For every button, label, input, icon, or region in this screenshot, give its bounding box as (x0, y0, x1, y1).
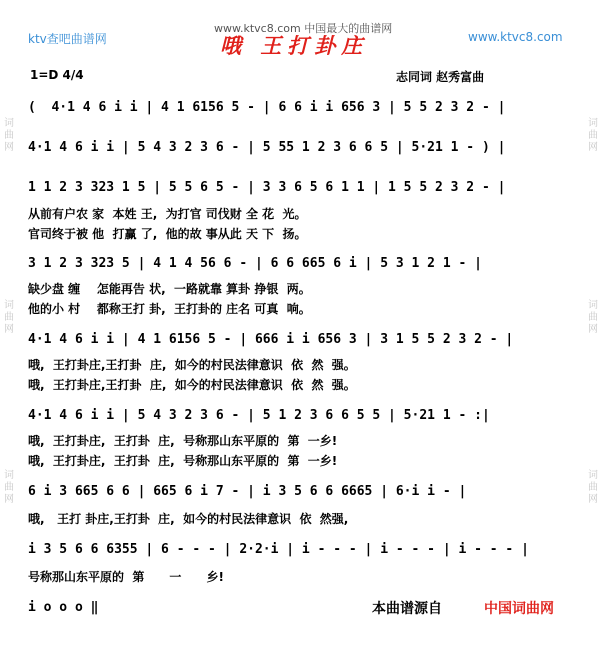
notation-line: 1 1 2 3 323 1 5 | 5 5 6 5 - | 3 3 6 5 6 1 1 | 1 5 5 2 3 2 - | (28, 180, 506, 195)
notation-line: 4·1 4 6 i i | 5 4 3 2 3 6 - | 5 1 2 3 6 6 5 5 | 5·21 1 - :| (28, 408, 490, 423)
site-watermark-right: www.ktvc8.com (468, 30, 563, 44)
lyric-line: 从前有户农 家 本姓 王, 为打官 司伐财 全 花 光。 (28, 207, 307, 221)
notation-line: 6 i 3 665 6 6 | 665 6 i 7 - | i 3 5 6 6 6665 | 6·i i - | (28, 484, 467, 499)
notation-line: i 3 5 6 6 6355 | 6 - - - | 2·2·i | i - - - | i - - - | i - - - | (28, 542, 529, 557)
lyric-line: 哦, 王打卦庄, 王打卦 庄, 号称那山东平原的 第 一乡! (28, 454, 338, 468)
lyric-line: 号称那山东平原的 第 一 乡! (28, 570, 224, 584)
lyric-line: 他的小 村 都称王打 卦, 王打卦的 庄名 可真 响。 (28, 302, 311, 316)
notation-line: 4·1 4 6 i i | 4 1 6156 5 - | 666 i i 656 3 | 3 1 5 5 2 3 2 - | (28, 332, 514, 347)
lyric-line: 哦, 王打卦庄,王打卦 庄, 如今的村民法律意识 依 然 强。 (28, 358, 356, 372)
lyric-line: 缺少盘 缠 怎能再告 状, 一路就靠 算卦 挣银 两。 (28, 282, 311, 296)
lyric-line: 哦, 王打卦庄,王打卦 庄, 如今的村民法律意识 依 然 强。 (28, 378, 356, 392)
lyric-line: 哦, 王打卦庄, 王打卦 庄, 号称那山东平原的 第 一乡! (28, 434, 338, 448)
side-watermark-left-3: 词曲网 (4, 470, 14, 505)
source-note: 本曲谱源自 (372, 601, 442, 617)
site-watermark-center: www.ktvc8.com 中国最大的曲谱网 (214, 22, 393, 35)
side-watermark-left-2: 词曲网 (4, 300, 14, 335)
side-watermark-right-1: 词曲网 (588, 118, 598, 153)
song-credits: 志同词 赵秀富曲 (396, 70, 485, 84)
notation-line: i o o o ‖ (28, 600, 99, 615)
side-watermark-right-3: 词曲网 (588, 470, 598, 505)
notation-line: ( 4·1 4 6 i i | 4 1 6156 5 - | 6 6 i i 656 3 | 5 5 2 3 2 - | (28, 100, 506, 115)
lyric-line: 哦, 王打 卦庄,王打卦 庄, 如今的村民法律意识 依 然强, (28, 512, 349, 526)
source-brand: 中国词曲网 (484, 601, 554, 617)
song-title: 哦 王打卦庄 (220, 33, 369, 58)
side-watermark-right-2: 词曲网 (588, 300, 598, 335)
notation-line: 3 1 2 3 323 5 | 4 1 4 56 6 - | 6 6 665 6 i | 5 3 1 2 1 - | (28, 256, 482, 271)
site-watermark-left: ktv查吧曲谱网 (28, 32, 107, 46)
notation-line: 4·1 4 6 i i | 5 4 3 2 3 6 - | 5 55 1 2 3 6 6 5 | 5·21 1 - ) | (28, 140, 506, 155)
key-time-signature: 1=D 4/4 (30, 68, 84, 82)
side-watermark-left-1: 词曲网 (4, 118, 14, 153)
lyric-line: 官司终于被 他 打赢 了, 他的故 事从此 天 下 扬。 (28, 227, 307, 241)
